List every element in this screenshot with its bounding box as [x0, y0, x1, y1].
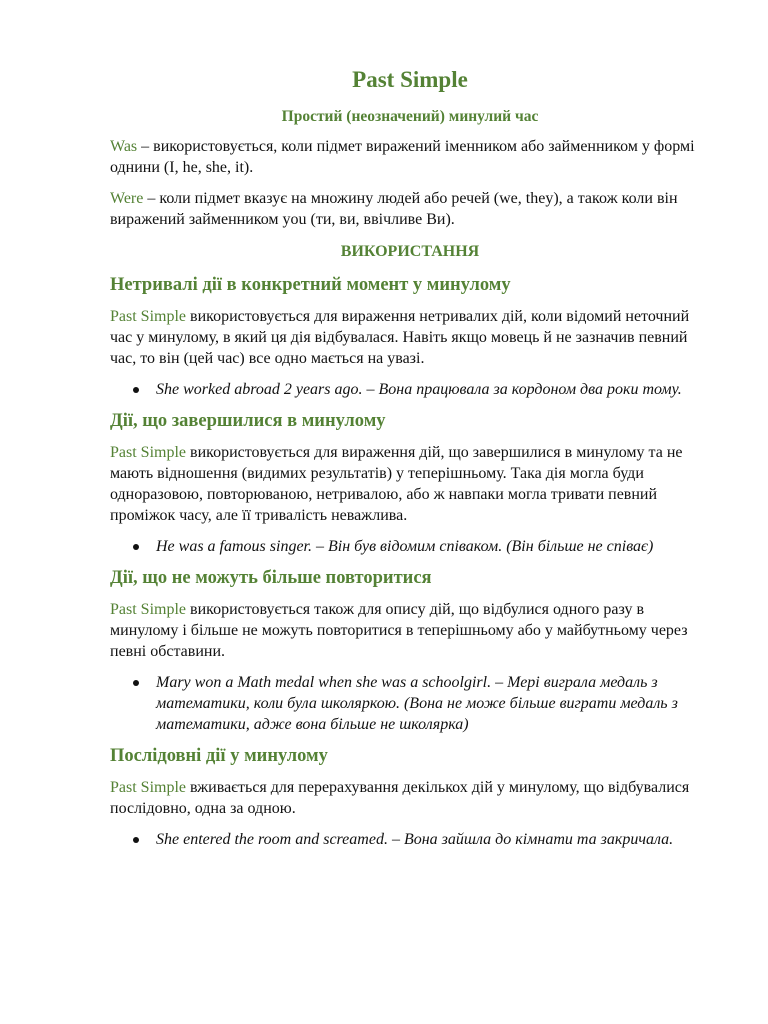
- bullet-icon: [133, 680, 139, 686]
- section-heading: Нетривалі дії в конкретний момент у минулому: [110, 275, 511, 295]
- example-item: [110, 379, 710, 400]
- were-term: Were: [110, 190, 144, 207]
- example-list: [110, 536, 710, 557]
- was-term: Was: [110, 138, 138, 155]
- section-paragraph: [110, 306, 710, 369]
- example-item: [110, 536, 710, 557]
- section-paragraph: [110, 599, 710, 662]
- example-list: [110, 672, 710, 735]
- document-page: [110, 64, 710, 858]
- page-title: Past Simple: [352, 67, 468, 92]
- bullet-icon: [133, 544, 139, 550]
- term-label: Past Simple: [110, 601, 187, 618]
- term-label: Past Simple: [110, 444, 187, 461]
- example-item: [110, 829, 710, 850]
- section-text: використовується для вираження нетривалих дій, коли відомий неточний час у минулому, в який ця дія відбувалася. Навіть якщо мовець й не зазначив певний час, то він (цей час) все одно мається на увазі.: [110, 308, 690, 367]
- section-heading: Дії, що завершилися в минулому: [110, 411, 386, 431]
- section-paragraph: [110, 777, 710, 819]
- example-text: Mary won a Math medal when she was a schoolgirl. – Мері виграла медаль з математики, коли була школяркою. (Вона не може більше виграти медаль з математики, адже вона більше не школярка): [156, 674, 678, 733]
- were-paragraph: [110, 188, 710, 230]
- term-label: Past Simple: [110, 779, 187, 796]
- example-text: He was a famous singer. – Він був відомим співаком. (Він більше не співає): [156, 538, 654, 555]
- section-paragraph: [110, 442, 710, 526]
- example-item: [110, 672, 710, 735]
- example-text: She entered the room and screamed. – Вона зайшла до кімнати та закричала.: [156, 831, 674, 848]
- example-list: [110, 379, 710, 400]
- section-heading: Дії, що не можуть більше повторитися: [110, 568, 432, 588]
- section-text: використовується також для опису дій, що відбулися одного разу в минулому і більше не можуть повторитися в теперішньому або у майбутньому через певні обставини.: [110, 601, 688, 660]
- bullet-icon: [133, 837, 139, 843]
- was-paragraph: [110, 136, 710, 178]
- example-text: She worked abroad 2 years ago. – Вона працювала за кордоном два роки тому.: [156, 381, 682, 398]
- usage-heading: ВИКОРИСТАННЯ: [340, 243, 480, 260]
- example-list: [110, 829, 710, 850]
- was-text: – використовується, коли підмет виражений іменником або займенником у формі однини (I, he, she, it).: [110, 138, 695, 176]
- section-heading: Послідовні дії у минулому: [110, 746, 328, 766]
- bullet-icon: [133, 387, 139, 393]
- were-text: – коли підмет вказує на множину людей або речей (we, they), а також коли він виражений займенником you (ти, ви, ввічливе Ви).: [110, 190, 678, 228]
- page-subtitle: Простий (неозначений) минулий час: [281, 108, 539, 125]
- term-label: Past Simple: [110, 308, 187, 325]
- section-text: вживається для перерахування декількох дій у минулому, що відбувалися послідовно, одна за одною.: [110, 779, 690, 817]
- section-text: використовується для вираження дій, що завершилися в минулому та не мають відношення (видимих результатів) у теперішньому. Така дія могла буди одноразовою, повторюваною, нетривалою, або ж навпаки могла тривати певний проміжок часу, але її тривалість неважлива.: [110, 444, 683, 524]
